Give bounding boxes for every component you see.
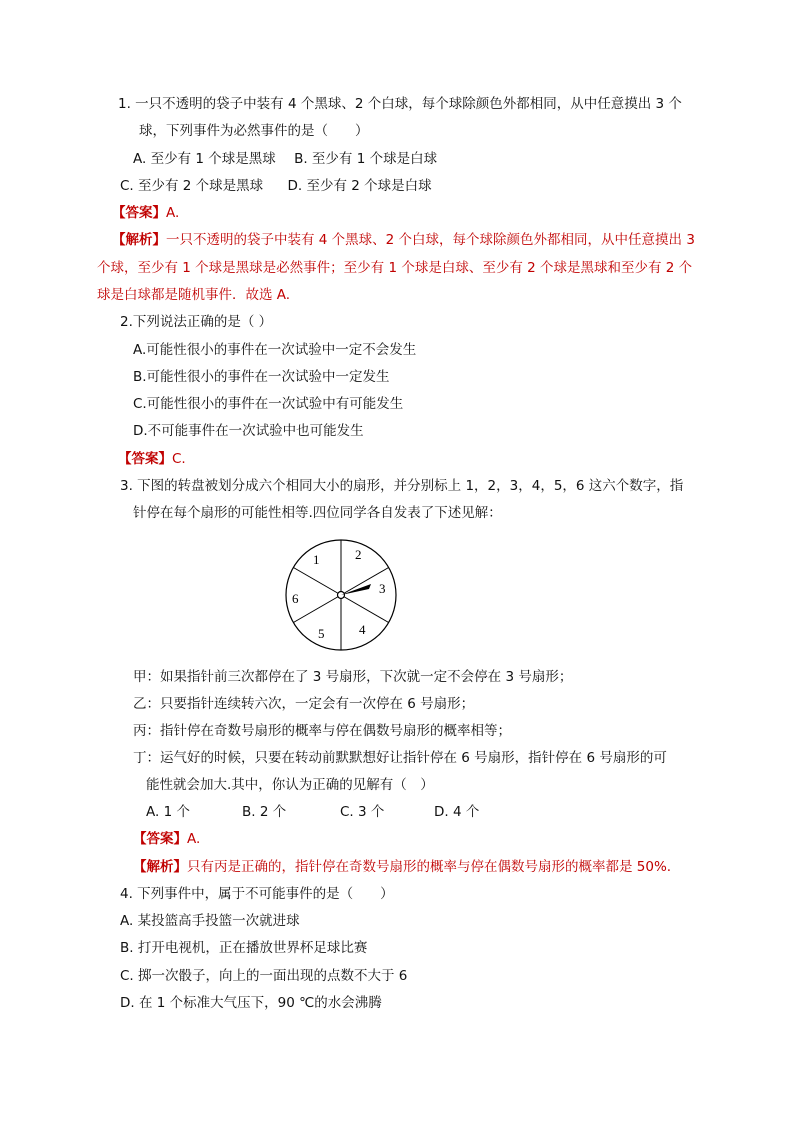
q2-option-a: A.可能性很小的事件在一次试验中一定不会发生 xyxy=(133,342,417,358)
sector-label-6: 6 xyxy=(292,591,299,606)
q3-analysis-tag: 【解析】 xyxy=(133,859,187,875)
q2-option-d: D.不可能事件在一次试验中也可能发生 xyxy=(133,423,364,439)
q4-option-d: D. 在 1 个标准大气压下，90 ℃的水会沸腾 xyxy=(120,995,382,1011)
q3-answer-tag: 【答案】 xyxy=(133,831,187,847)
q4-option-b: B. 打开电视机，正在播放世界杯足球比赛 xyxy=(120,940,368,956)
q3-view-yi: 乙：只要指针连续转六次，一定会有一次停在 6 号扇形； xyxy=(133,696,475,712)
q1-option-a: A. 至少有 1 个球是黑球 xyxy=(133,151,276,167)
sector-label-3: 3 xyxy=(379,581,386,596)
q4-option-c: C. 掷一次骰子，向上的一面出现的点数不大于 6 xyxy=(120,968,408,984)
q3-options xyxy=(146,802,479,822)
q4-stem: 4. 下列事件中，属于不可能事件的是（ ） xyxy=(120,886,394,902)
q3-option-b: B. 2 个 xyxy=(242,804,287,820)
q1-answer-tag: 【答案】 xyxy=(112,205,166,221)
q3-option-c: C. 3 个 xyxy=(340,804,385,820)
q3-answer-value: A. xyxy=(187,831,201,847)
q1-analysis-line3: 球是白球都是随机事件．故选 A. xyxy=(97,287,291,303)
q3-view-bing: 丙：指针停在奇数号扇形的概率与停在偶数号扇形的概率相等； xyxy=(133,723,511,739)
q3-view-jia: 甲：如果指针前三次都停在了 3 号扇形，下次就一定不会停在 3 号扇形； xyxy=(133,669,573,685)
q3-view-ding-line1: 丁：运气好的时候，只要在转动前默默想好让指针停在 6 号扇形，指针停在 6 号扇形的可 xyxy=(133,750,667,766)
q3-analysis-text: 只有丙是正确的，指针停在奇数号扇形的概率与停在偶数号扇形的概率都是 50%. xyxy=(187,859,672,875)
q1-answer-value: A. xyxy=(166,205,180,221)
spinner-figure xyxy=(283,537,399,653)
q1-analysis-text1: 一只不透明的袋子中装有 4 个黑球、2 个白球，每个球除颜色外都相同，从中任意摸出 3 xyxy=(166,232,695,248)
q1-stem-line2: 球，下列事件为必然事件的是（ ） xyxy=(139,123,369,139)
q1-options-row1 xyxy=(133,149,437,169)
q3-option-a: A. 1 个 xyxy=(146,804,190,820)
sector-label-4: 4 xyxy=(359,622,366,637)
q1-analysis-line2: 个球，至少有 1 个球是黑球是必然事件；至少有 1 个球是白球、至少有 2 个球是黑球和至少有 2 个 xyxy=(97,260,693,276)
q2-answer xyxy=(118,449,186,469)
q3-option-d: D. 4 个 xyxy=(434,804,480,820)
q1-stem-line1: 1. 一只不透明的袋子中装有 4 个黑球、2 个白球，每个球除颜色外都相同，从中任意摸出 3 个 xyxy=(118,96,682,112)
q3-stem-line2: 针停在每个扇形的可能性相等.四位同学各自发表了下述见解： xyxy=(133,505,502,521)
q1-options-row2 xyxy=(120,176,432,196)
q1-analysis-line1 xyxy=(112,230,695,250)
q1-answer xyxy=(112,203,179,223)
q3-stem-line1: 3. 下图的转盘被划分成六个相同大小的扇形，并分别标上 1，2，3，4，5，6 这六个数字，指 xyxy=(120,478,684,494)
q1-option-b: B. 至少有 1 个球是白球 xyxy=(294,151,438,167)
sector-label-5: 5 xyxy=(318,626,325,641)
sector-label-2: 2 xyxy=(355,547,362,562)
sector-label-1: 1 xyxy=(313,552,320,567)
q2-option-b: B.可能性很小的事件在一次试验中一定发生 xyxy=(133,369,390,385)
q1-analysis-tag: 【解析】 xyxy=(112,232,166,248)
q3-answer xyxy=(133,829,200,849)
q3-analysis xyxy=(133,857,671,877)
q2-stem: 2.下列说法正确的是（ ） xyxy=(120,314,273,330)
q2-answer-value: C. xyxy=(172,451,186,467)
q2-answer-tag: 【答案】 xyxy=(118,451,172,467)
q3-view-ding-line2: 能性就会加大.其中，你认为正确的见解有（ ） xyxy=(146,777,434,793)
q2-option-c: C.可能性很小的事件在一次试验中有可能发生 xyxy=(133,396,404,412)
q1-option-c: C. 至少有 2 个球是黑球 xyxy=(120,178,264,194)
q1-option-d: D. 至少有 2 个球是白球 xyxy=(287,178,432,194)
q4-option-a: A. 某投篮高手投篮一次就进球 xyxy=(120,913,300,929)
